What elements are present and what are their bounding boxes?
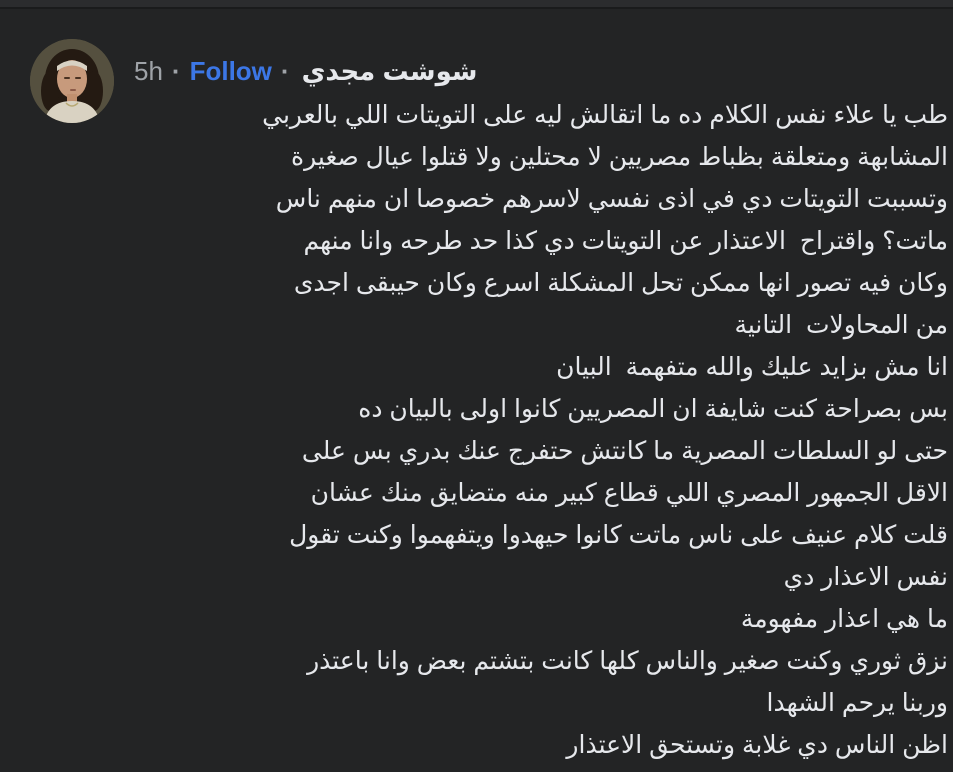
separator-dot: · xyxy=(171,56,181,86)
post-text-line: قلت كلام عنيف على ناس ماتت كانوا حيهدوا ويتفهموا وكنت تقول xyxy=(289,521,948,549)
post-text-line: ماتت؟ واقتراح الاعتذار عن التويتات دي كذا حد طرحه وانا منهم xyxy=(303,227,948,255)
avatar[interactable] xyxy=(30,39,114,123)
post-content xyxy=(134,9,948,766)
next-line-cutoff xyxy=(0,766,953,772)
post-text-line: وكان فيه تصور انها ممكن تحل المشكلة اسرع وكان حيبقى اجدى xyxy=(293,269,948,297)
post-text-line: حتى لو السلطات المصرية ما كانتش حتفرج عنك بدري بس على xyxy=(301,437,948,465)
separator-dot: · xyxy=(280,56,290,86)
post-text-line: الاقل الجمهور المصري اللي قطاع كبير منه متضايق منك عشان xyxy=(310,479,948,507)
post xyxy=(0,9,953,766)
follow-button[interactable]: Follow xyxy=(189,56,272,86)
post-text-line: انا مش بزايد عليك والله متفهمة البيان xyxy=(556,353,948,381)
post-text-line: من المحاولات التانية xyxy=(734,311,948,339)
post-text-line: وربنا يرحم الشهدا xyxy=(766,689,948,717)
post-text-line: نفس الاعذار دي xyxy=(783,563,948,591)
post-text-line: ما هي اعذار مفهومة xyxy=(740,605,948,633)
post-text-line: نزق ثوري وكنت صغير والناس كلها كانت بتشتم بعض وانا باعتذر xyxy=(307,647,948,675)
profile-name[interactable]: شوشت مجدي xyxy=(301,56,478,86)
post-header xyxy=(134,9,948,94)
woman-portrait-avatar-icon xyxy=(30,39,114,123)
post-text-line: بس بصراحة كنت شايفة ان المصريين كانوا اولى بالبيان ده xyxy=(358,395,948,423)
timestamp[interactable]: 5h xyxy=(134,56,163,86)
post-text-line: طب يا علاء نفس الكلام ده ما اتقالش ليه على التويتات اللي بالعربي xyxy=(262,101,948,129)
post-text-line: اظن الناس دي غلابة وتستحق الاعتذار xyxy=(566,731,948,759)
post-text-line: المشابهة ومتعلقة بظباط مصريين لا محتلين ولا قتلوا عيال صغيرة xyxy=(291,143,948,171)
post-text-line: وتسببت التويتات دي في اذى نفسي لاسرهم خصوصا ان منهم ناس xyxy=(275,185,948,213)
post-text xyxy=(134,94,948,766)
previous-content-edge xyxy=(0,0,953,9)
